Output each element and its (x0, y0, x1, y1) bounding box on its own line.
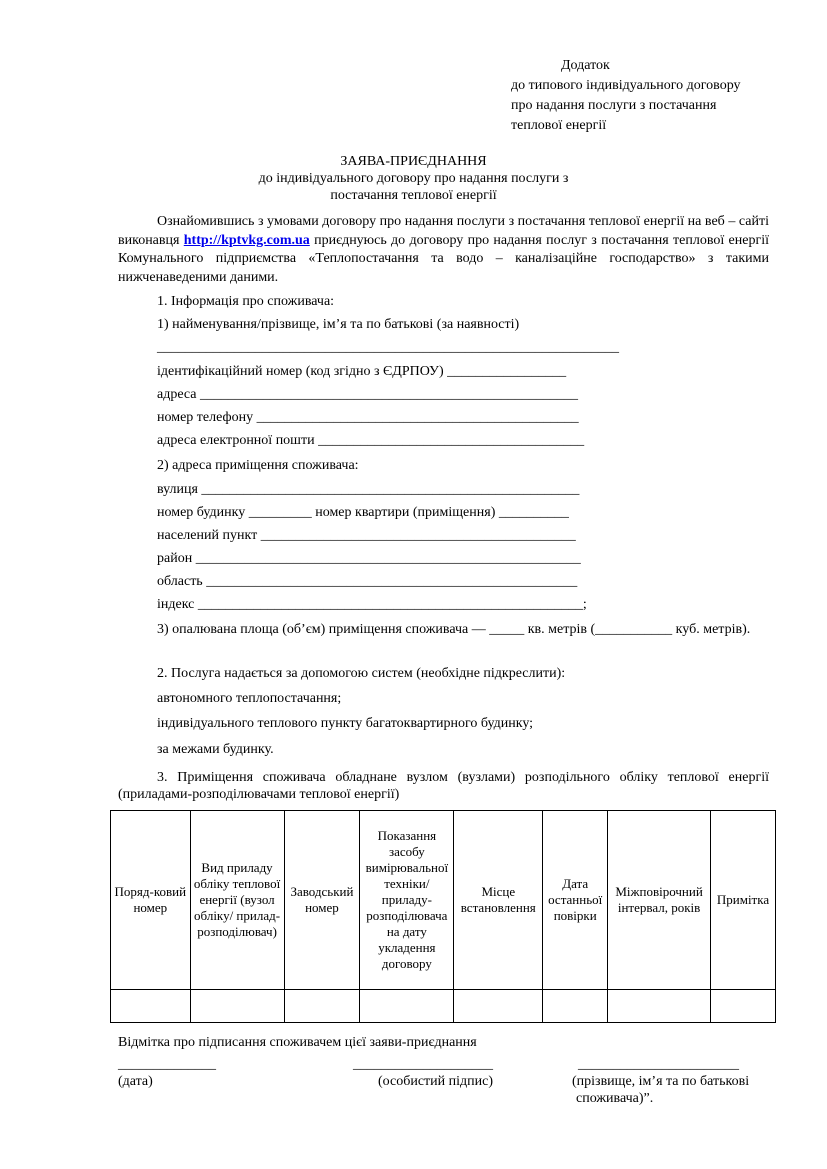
intro-paragraph (118, 213, 769, 287)
index-field[interactable]: індекс _______________________________________________________; (157, 597, 587, 612)
id-code-field[interactable]: ідентифікаційний номер (код згідно з ЄДРПОУ) _________________ (157, 364, 567, 379)
document-subtitle: постачання теплової енергії (330, 188, 497, 203)
section-heading: 2. Послуга надається за допомогою систем (необхідне підкреслити): (157, 666, 566, 681)
appendix-line: про надання послуги з постачання (511, 98, 717, 113)
table-cell[interactable] (608, 990, 711, 1023)
table-cell[interactable] (111, 990, 191, 1023)
name-field[interactable]: __________________________________________________________________ (157, 340, 619, 355)
address-field[interactable]: адреса ______________________________________________________ (157, 387, 578, 402)
field-label: 2) адреса приміщення споживача: (157, 458, 359, 473)
full-name-label: (прізвище, ім’я та по батькові (572, 1074, 750, 1089)
table-header: Дата останньої повірки (543, 811, 608, 990)
system-option[interactable]: за межами будинку. (157, 742, 274, 757)
table-row (111, 990, 776, 1023)
table-header: Міжповірочний інтервал, років (608, 811, 711, 990)
full-name-field[interactable]: _______________________ (578, 1057, 739, 1072)
table-header: Поряд-ковий номер (111, 811, 191, 990)
website-link[interactable]: http://kptvkg.com.ua (183, 232, 310, 248)
district-field[interactable]: район _______________________________________________________ (157, 551, 581, 566)
street-field[interactable]: вулиця ______________________________________________________ (157, 482, 580, 497)
table-cell[interactable] (284, 990, 360, 1023)
table-cell[interactable] (190, 990, 284, 1023)
heated-area-field[interactable] (118, 621, 769, 639)
phone-field[interactable]: номер телефону ______________________________________________ (157, 410, 579, 425)
table-header: Вид приладу обліку теплової енергії (вузол обліку/ прилад-розподілювач) (190, 811, 284, 990)
table-header: Примітка (711, 811, 776, 990)
house-apartment-field[interactable]: номер будинку _________ номер квартири (приміщення) __________ (157, 505, 569, 520)
intro-text: Ознайомившись з умовами договору про надання послуги з постачання теплової енергії на веб – сайті виконавця (118, 214, 769, 248)
appendix-note (511, 56, 741, 136)
heated-area-text: 3) опалювана площа (об’єм) приміщення споживача — _____ кв. метрів (___________ куб. метрів). (157, 622, 751, 637)
system-option[interactable]: індивідуального теплового пункту багатоквартирного будинку; (157, 716, 534, 731)
settlement-field[interactable]: населений пункт _____________________________________________ (157, 528, 576, 543)
section-heading (118, 769, 769, 803)
section-heading: 1. Інформація про споживача: (157, 294, 335, 309)
table-cell[interactable] (711, 990, 776, 1023)
table-header: Місце встановлення (454, 811, 543, 990)
system-option[interactable]: автономного теплопостачання; (157, 691, 342, 706)
table-header-row (111, 811, 776, 990)
appendix-line: Додаток (561, 58, 610, 73)
signature-caption: Відмітка про підписання споживачем цієї заяви-приєднання (118, 1035, 477, 1050)
intro-text: приєднуюсь до договору про надання послуг з постачання теплової енергії Комунального підприємства «Теплопостачання та водо – каналізаційне господарство» з такими нижченаведеними даними. (118, 232, 769, 285)
document-subtitle: до індивідуального договору про надання послуги з (258, 171, 569, 186)
appendix-line: до типового індивідуального договору (511, 78, 741, 93)
meter-table (110, 810, 776, 1023)
section3-text: 3. Приміщення споживача обладнане вузлом (вузлами) розподільного обліку теплової енергії (приладами-розподілювачами теплової енергії) (118, 770, 769, 802)
full-name-label: споживача)”. (576, 1091, 654, 1106)
appendix-line: теплової енергії (511, 118, 607, 133)
date-field[interactable]: ______________ (118, 1057, 216, 1072)
table-cell[interactable] (543, 990, 608, 1023)
field-label: 1) найменування/прізвище, ім’я та по батькові (за наявності) (157, 317, 520, 332)
document-title: ЗАЯВА-ПРИЄДНАННЯ (340, 154, 487, 169)
signature-field[interactable]: ____________________ (353, 1057, 493, 1072)
table-header: Показання засобу вимірювальної техніки/ приладу-розподілювача на дату укладення договору (360, 811, 454, 990)
table-header: Заводський номер (284, 811, 360, 990)
table-cell[interactable] (360, 990, 454, 1023)
region-field[interactable]: область _____________________________________________________ (157, 574, 578, 589)
table-cell[interactable] (454, 990, 543, 1023)
date-label: (дата) (118, 1074, 153, 1089)
email-field[interactable]: адреса електронної пошти ______________________________________ (157, 433, 585, 448)
signature-label: (особистий підпис) (378, 1074, 494, 1089)
